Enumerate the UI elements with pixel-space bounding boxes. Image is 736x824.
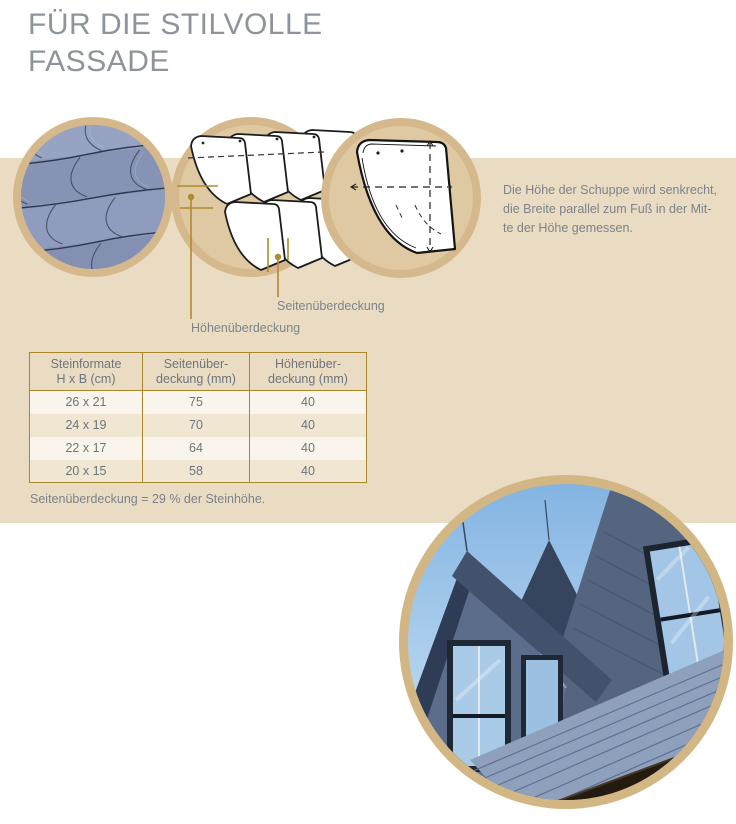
measurement-note-line: Die Höhe der Schuppe wird senkrecht, xyxy=(503,183,718,197)
table-header-row xyxy=(30,353,367,391)
cell-side-overlap: 64 xyxy=(143,437,250,460)
header-seitenueberdeckung: Seitenüber- deckung (mm) xyxy=(143,353,250,391)
single-shingle-diagram xyxy=(321,118,481,278)
cell-format: 24 x 19 xyxy=(30,414,143,437)
cell-side-overlap: 75 xyxy=(143,391,250,414)
side-overlap-label: Seitenüberdeckung xyxy=(277,299,385,313)
measurement-note-line: die Breite parallel zum Fuß in der Mit- xyxy=(503,202,712,216)
header-hoehenueberdeckung: Höhenüber- deckung (mm) xyxy=(250,353,367,391)
stone-formats-table xyxy=(29,352,367,483)
table-row xyxy=(30,391,367,414)
page-title xyxy=(28,6,323,80)
table-row xyxy=(30,414,367,437)
page-title-line2: FASSADE xyxy=(28,45,170,78)
side-overlap-dot xyxy=(275,254,281,260)
table-footnote: Seitenüberdeckung = 29 % der Steinhöhe. xyxy=(30,492,266,506)
height-overlap-dot xyxy=(188,194,194,200)
cell-format: 26 x 21 xyxy=(30,391,143,414)
header-steinformate: Steinformate H x B (cm) xyxy=(30,353,143,391)
height-overlap-label: Höhenüberdeckung xyxy=(191,321,301,335)
cell-height-overlap: 40 xyxy=(250,391,367,414)
page-title-line1: FÜR DIE STILVOLLE xyxy=(28,8,323,41)
cell-side-overlap: 58 xyxy=(143,460,250,483)
facade-photo xyxy=(399,475,736,824)
table-row xyxy=(30,437,367,460)
cell-side-overlap: 70 xyxy=(143,414,250,437)
measurement-note xyxy=(503,181,731,238)
measurement-note-line: te der Höhe gemessen. xyxy=(503,221,633,235)
cell-height-overlap: 40 xyxy=(250,437,367,460)
table-row xyxy=(30,460,367,483)
cell-format: 22 x 17 xyxy=(30,437,143,460)
cell-height-overlap: 40 xyxy=(250,460,367,483)
cell-format: 20 x 15 xyxy=(30,460,143,483)
cell-height-overlap: 40 xyxy=(250,414,367,437)
